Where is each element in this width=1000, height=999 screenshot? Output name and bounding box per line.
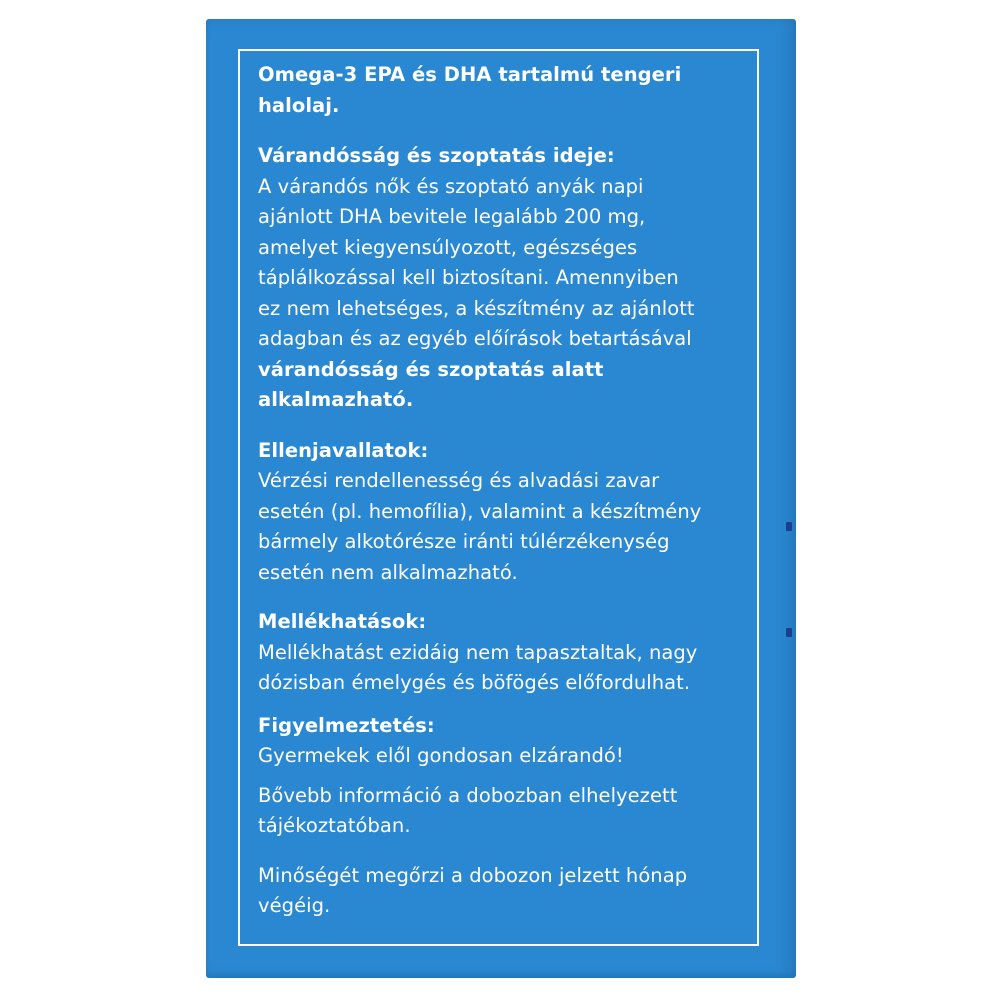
- shelf-life-line: Minőségét megőrzi a dobozon jelzett hónap: [258, 863, 688, 887]
- contraindications-line: Vérzési rendellenesség és alvadási zavar: [258, 469, 660, 492]
- more-info-line: Bővebb információ a dobozban elhelyezett: [258, 783, 678, 807]
- pregnancy-line: ajánlott DHA bevitele legalább 200 mg,: [258, 205, 646, 228]
- label-text: [258, 60, 758, 922]
- intro-line-1: Omega-3 EPA és DHA tartalmú tengeri: [258, 63, 682, 86]
- box-edge-mark-top: [786, 522, 792, 531]
- pregnancy-bold-line: várandósság és szoptatás alatt: [258, 357, 604, 381]
- pregnancy-line: A várandós nők és szoptató anyák napi: [258, 174, 644, 198]
- intro-line-2: halolaj.: [258, 93, 340, 117]
- pregnancy-heading: Várandósság és szoptatás ideje:: [258, 144, 615, 167]
- pregnancy-line: adagban és az egyéb előírások betartásával: [258, 327, 692, 350]
- box-edge-mark-bottom: [786, 628, 792, 637]
- more-info-line: tájékoztatóban.: [258, 814, 411, 837]
- side-effects-line: dózisban émelygés és böfögés előfordulhat.: [258, 671, 691, 694]
- shelf-life-line: végéig.: [258, 894, 331, 917]
- pregnancy-bold-line: alkalmazható.: [258, 388, 414, 411]
- contraindications-heading: Ellenjavallatok:: [258, 438, 429, 462]
- contraindications-line: esetén (pl. hemofília), valamint a készítmény: [258, 499, 702, 523]
- warning-heading: Figyelmeztetés:: [258, 713, 435, 737]
- contraindications-line: bármely alkotórésze iránti túlérzékenység: [258, 530, 670, 553]
- side-effects-line: Mellékhatást ezidáig nem tapasztaltak, nagy: [258, 640, 698, 664]
- pregnancy-line: táplálkozással kell biztosítani. Amennyiben: [258, 266, 679, 289]
- pregnancy-line: ez nem lehetséges, a készítmény az ajánlott: [258, 296, 695, 320]
- contraindications-line: esetén nem alkalmazható.: [258, 560, 518, 584]
- side-effects-heading: Mellékhatások:: [258, 610, 427, 633]
- pregnancy-line: amelyet kiegyensúlyozott, egészséges: [258, 235, 638, 259]
- warning-line: Gyermekek elől gondosan elzárandó!: [258, 744, 624, 767]
